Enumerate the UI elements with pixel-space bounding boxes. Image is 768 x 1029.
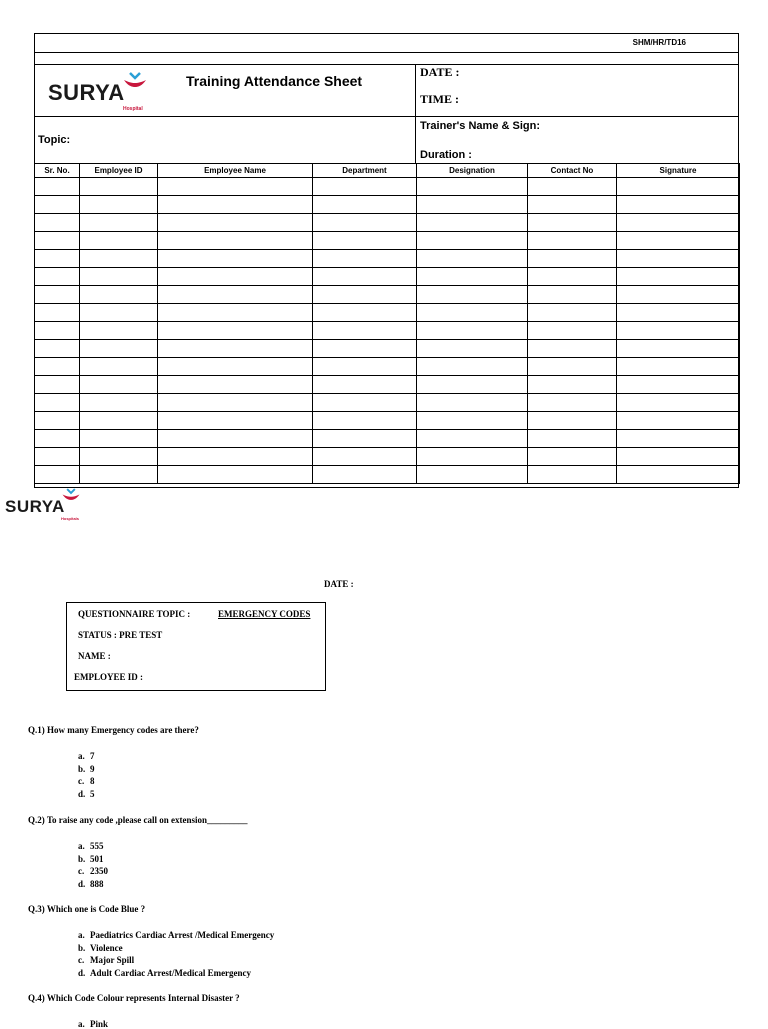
table-cell <box>80 322 158 340</box>
table-cell <box>417 358 528 376</box>
answer-option <box>78 930 274 940</box>
table-cell <box>528 430 617 448</box>
table-cell <box>617 232 740 250</box>
time-label: TIME : <box>420 92 459 106</box>
table-cell <box>313 268 417 286</box>
table-cell <box>528 466 617 484</box>
col-sr-no: Sr. No. <box>35 164 80 178</box>
table-row <box>35 376 740 394</box>
surya-logo-small <box>5 488 85 524</box>
table-cell <box>313 196 417 214</box>
table-cell <box>617 268 740 286</box>
table-cell <box>313 466 417 484</box>
table-cell <box>35 412 80 430</box>
table-cell <box>313 412 417 430</box>
table-cell <box>417 304 528 322</box>
table-cell <box>528 358 617 376</box>
col-designation: Designation <box>417 164 528 178</box>
divider <box>34 52 739 53</box>
answer-option <box>78 968 251 978</box>
option-text: Violence <box>90 942 123 953</box>
option-text: 501 <box>90 853 104 864</box>
table-cell <box>158 340 313 358</box>
table-cell <box>80 394 158 412</box>
trainer-label: Trainer's Name & Sign: <box>420 120 540 132</box>
table-cell <box>313 322 417 340</box>
table-cell <box>313 394 417 412</box>
table-row <box>35 322 740 340</box>
answer-option <box>78 854 104 864</box>
quiz-status: STATUS : PRE TEST <box>78 630 163 640</box>
table-cell <box>617 448 740 466</box>
table-cell <box>158 448 313 466</box>
table-cell <box>80 430 158 448</box>
answer-option <box>78 764 95 774</box>
table-cell <box>617 340 740 358</box>
surya-logo <box>48 72 158 112</box>
table-cell <box>528 232 617 250</box>
table-cell <box>617 196 740 214</box>
option-letter: c. <box>78 776 85 786</box>
table-row <box>35 340 740 358</box>
option-text: 555 <box>90 841 104 851</box>
option-text: Adult Cardiac Arrest/Medical Emergency <box>90 967 252 978</box>
table-cell <box>158 304 313 322</box>
answer-option <box>78 751 95 761</box>
heart-mark-icon <box>122 72 148 88</box>
topic-label: Topic: <box>38 134 71 146</box>
table-cell <box>417 268 528 286</box>
table-cell <box>80 412 158 430</box>
table-row <box>35 304 740 322</box>
col-signature: Signature <box>617 164 740 178</box>
table-cell <box>35 322 80 340</box>
table-cell <box>35 358 80 376</box>
table-row <box>35 430 740 448</box>
col-employee-name: Employee Name <box>158 164 313 178</box>
table-cell <box>158 178 313 196</box>
option-letter: a. <box>78 751 85 761</box>
heart-mark-icon <box>61 488 81 501</box>
table-cell <box>158 322 313 340</box>
table-row <box>35 286 740 304</box>
table-cell <box>617 466 740 484</box>
table-cell <box>80 178 158 196</box>
divider <box>34 64 739 65</box>
answer-option <box>78 955 134 965</box>
answer-option <box>78 841 104 851</box>
table-cell <box>35 340 80 358</box>
doc-code: SHM/HR/TD16 <box>632 38 686 47</box>
table-cell <box>158 196 313 214</box>
table-cell <box>617 412 740 430</box>
table-cell <box>528 178 617 196</box>
table-row <box>35 394 740 412</box>
table-cell <box>35 232 80 250</box>
table-header-row <box>35 164 740 178</box>
table-row <box>35 232 740 250</box>
question-text: Q.3) Which one is Code Blue ? <box>28 904 146 914</box>
table-cell <box>313 340 417 358</box>
table-cell <box>417 376 528 394</box>
option-text: 888 <box>90 878 104 889</box>
table-row <box>35 358 740 376</box>
option-text: 2350 <box>90 866 108 876</box>
table-cell <box>158 250 313 268</box>
table-cell <box>617 430 740 448</box>
table-cell <box>528 376 617 394</box>
answer-option <box>78 776 95 786</box>
table-cell <box>35 430 80 448</box>
option-letter: a. <box>78 930 85 940</box>
date-label: DATE : <box>420 65 460 79</box>
table-cell <box>158 268 313 286</box>
table-body <box>35 178 740 484</box>
table-cell <box>417 466 528 484</box>
table-cell <box>35 250 80 268</box>
table-cell <box>313 304 417 322</box>
table-cell <box>417 340 528 358</box>
option-letter: a. <box>78 1019 85 1029</box>
table-cell <box>417 232 528 250</box>
table-cell <box>158 358 313 376</box>
table-cell <box>313 214 417 232</box>
sheet-title: Training Attendance Sheet <box>186 73 363 89</box>
table-cell <box>158 466 313 484</box>
table-cell <box>35 466 80 484</box>
table-cell <box>617 214 740 232</box>
table-cell <box>617 394 740 412</box>
table-cell <box>417 394 528 412</box>
table-cell <box>417 412 528 430</box>
table-cell <box>417 178 528 196</box>
table-row <box>35 268 740 286</box>
table-cell <box>80 286 158 304</box>
answer-option <box>78 943 123 953</box>
table-row <box>35 250 740 268</box>
option-letter: d. <box>78 967 86 978</box>
table-cell <box>80 358 158 376</box>
table-cell <box>313 448 417 466</box>
table-cell <box>35 268 80 286</box>
option-text: Paediatrics Cardiac Arrest /Medical Emergency <box>90 930 275 940</box>
answer-option <box>78 789 95 799</box>
table-cell <box>80 196 158 214</box>
table-cell <box>417 286 528 304</box>
table-cell <box>313 232 417 250</box>
quiz-employee-id-label: EMPLOYEE ID : <box>74 672 144 682</box>
quiz-topic-value: EMERGENCY CODES <box>218 609 311 619</box>
answer-option <box>78 879 104 889</box>
col-department: Department <box>313 164 417 178</box>
table-row <box>35 178 740 196</box>
quiz-name-label: NAME : <box>78 651 111 661</box>
table-cell <box>80 448 158 466</box>
option-letter: a. <box>78 841 85 851</box>
table-cell <box>80 214 158 232</box>
table-cell <box>528 412 617 430</box>
logo-text: SURYA <box>5 497 65 516</box>
table-cell <box>417 250 528 268</box>
table-cell <box>617 376 740 394</box>
divider <box>415 64 416 163</box>
table-cell <box>80 304 158 322</box>
question-text: Q.2) To raise any code ,please call on extension_________ <box>28 815 248 825</box>
table-cell <box>313 376 417 394</box>
table-cell <box>35 214 80 232</box>
table-cell <box>528 196 617 214</box>
table-row <box>35 466 740 484</box>
table-row <box>35 214 740 232</box>
option-text: 7 <box>90 751 95 761</box>
table-cell <box>528 214 617 232</box>
option-letter: d. <box>78 878 86 889</box>
table-cell <box>528 268 617 286</box>
table-cell <box>158 430 313 448</box>
col-contact-no: Contact No <box>528 164 617 178</box>
table-cell <box>417 322 528 340</box>
table-cell <box>158 376 313 394</box>
table-cell <box>35 448 80 466</box>
table-cell <box>313 178 417 196</box>
option-text: Pink <box>90 1019 109 1029</box>
table-cell <box>417 430 528 448</box>
option-letter: b. <box>78 763 86 774</box>
table-cell <box>528 250 617 268</box>
logo-subtext: Hospital <box>123 106 143 112</box>
table-cell <box>417 448 528 466</box>
table-cell <box>35 394 80 412</box>
table-row <box>35 196 740 214</box>
duration-label: Duration : <box>420 149 472 161</box>
table-cell <box>528 304 617 322</box>
table-cell <box>617 304 740 322</box>
answer-option <box>78 1019 108 1029</box>
quiz-topic-label: QUESTIONNAIRE TOPIC : <box>78 609 191 619</box>
logo-subtext: Hospitals <box>61 516 80 521</box>
option-letter: b. <box>78 853 86 864</box>
option-text: Major Spill <box>90 955 135 965</box>
table-cell <box>528 340 617 358</box>
table-cell <box>80 466 158 484</box>
table-cell <box>313 358 417 376</box>
table-cell <box>80 376 158 394</box>
option-letter: d. <box>78 788 86 799</box>
table-cell <box>35 286 80 304</box>
question-text: Q.4) Which Code Colour represents Internal Disaster ? <box>28 993 240 1003</box>
table-cell <box>313 250 417 268</box>
table-cell <box>617 358 740 376</box>
option-text: 8 <box>90 776 95 786</box>
table-cell <box>158 214 313 232</box>
table-cell <box>80 340 158 358</box>
option-letter: c. <box>78 866 85 876</box>
table-cell <box>80 250 158 268</box>
option-text: 5 <box>90 788 95 799</box>
option-letter: b. <box>78 942 86 953</box>
divider <box>34 116 739 117</box>
table-cell <box>528 322 617 340</box>
table-cell <box>80 268 158 286</box>
table-cell <box>313 286 417 304</box>
table-cell <box>417 214 528 232</box>
question-text: Q.1) How many Emergency codes are there? <box>28 725 199 735</box>
table-cell <box>35 178 80 196</box>
table-cell <box>617 250 740 268</box>
table-row <box>35 412 740 430</box>
option-text: 9 <box>90 763 95 774</box>
table-cell <box>80 232 158 250</box>
table-cell <box>313 430 417 448</box>
table-cell <box>528 394 617 412</box>
table-cell <box>158 286 313 304</box>
table-cell <box>158 412 313 430</box>
table-row <box>35 448 740 466</box>
table-cell <box>617 322 740 340</box>
table-cell <box>528 448 617 466</box>
option-letter: c. <box>78 955 85 965</box>
table-cell <box>528 286 617 304</box>
table-cell <box>35 376 80 394</box>
table-cell <box>35 196 80 214</box>
logo-text: SURYA <box>48 80 125 105</box>
table-cell <box>158 394 313 412</box>
attendance-table <box>34 163 740 484</box>
table-cell <box>158 232 313 250</box>
col-employee-id: Employee ID <box>80 164 158 178</box>
table-cell <box>617 178 740 196</box>
answer-option <box>78 866 108 876</box>
quiz-date-label: DATE : <box>324 579 354 589</box>
table-cell <box>617 286 740 304</box>
table-cell <box>35 304 80 322</box>
table-cell <box>417 196 528 214</box>
